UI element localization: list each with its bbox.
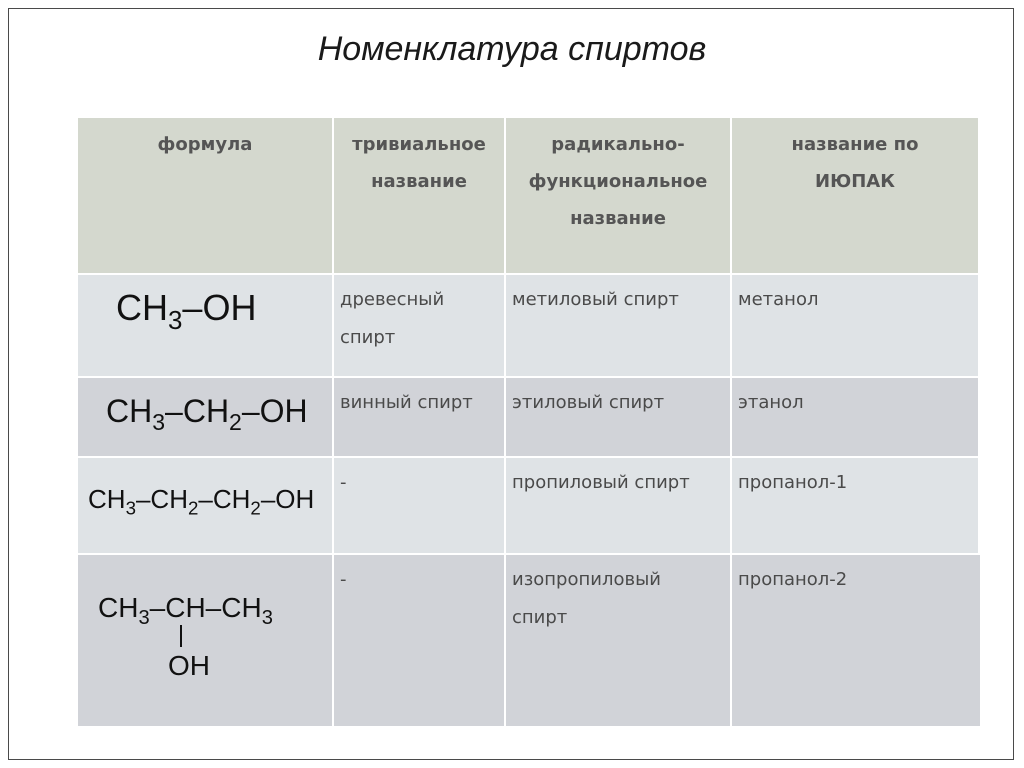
table-row-1-iupac: метанол xyxy=(732,275,980,378)
table-row-2-radical: этиловый спирт xyxy=(506,378,732,458)
table-row-4-formula xyxy=(78,555,334,726)
alcohol-nomenclature-table xyxy=(78,118,980,726)
table-row-1-formula xyxy=(78,275,334,378)
table-row-1-trivial: древесный спирт xyxy=(334,275,506,378)
header-radical: радикально-функциональное название xyxy=(506,118,732,275)
table-row-4-radical: изопропиловый спирт xyxy=(506,555,732,726)
table-row-2-formula xyxy=(78,378,334,458)
branch-bond xyxy=(180,625,182,647)
table-row-4-iupac: пропанол-2 xyxy=(732,555,980,726)
table-row-3-formula xyxy=(78,458,334,555)
formula-methanol: $CH_3-OH$ xyxy=(116,287,257,336)
table-row-3-trivial: - xyxy=(334,458,506,555)
formula-propanol-2: $CH_3-CH-CH_3$ xyxy=(98,592,273,630)
table-row-3-radical: пропиловый спирт xyxy=(506,458,732,555)
formula-ethanol: $CH_3-CH_2-OH$ xyxy=(106,393,308,436)
table-row-3-iupac: пропанол-1 xyxy=(732,458,980,555)
header-iupac: название по ИЮПАК xyxy=(732,118,980,275)
table-row-2-trivial: винный спирт xyxy=(334,378,506,458)
table-row-4-trivial: - xyxy=(334,555,506,726)
table-row-2-iupac: этанол xyxy=(732,378,980,458)
slide-title: Номенклатура спиртов xyxy=(317,30,707,68)
header-trivial: тривиальное название xyxy=(334,118,506,275)
formula-branch-oh: OH xyxy=(168,650,210,681)
table-row-1-radical: метиловый спирт xyxy=(506,275,732,378)
header-formula: формула xyxy=(78,118,334,275)
formula-propanol-1: $CH_3-CH_2-CH_2-OH$ xyxy=(88,484,315,519)
